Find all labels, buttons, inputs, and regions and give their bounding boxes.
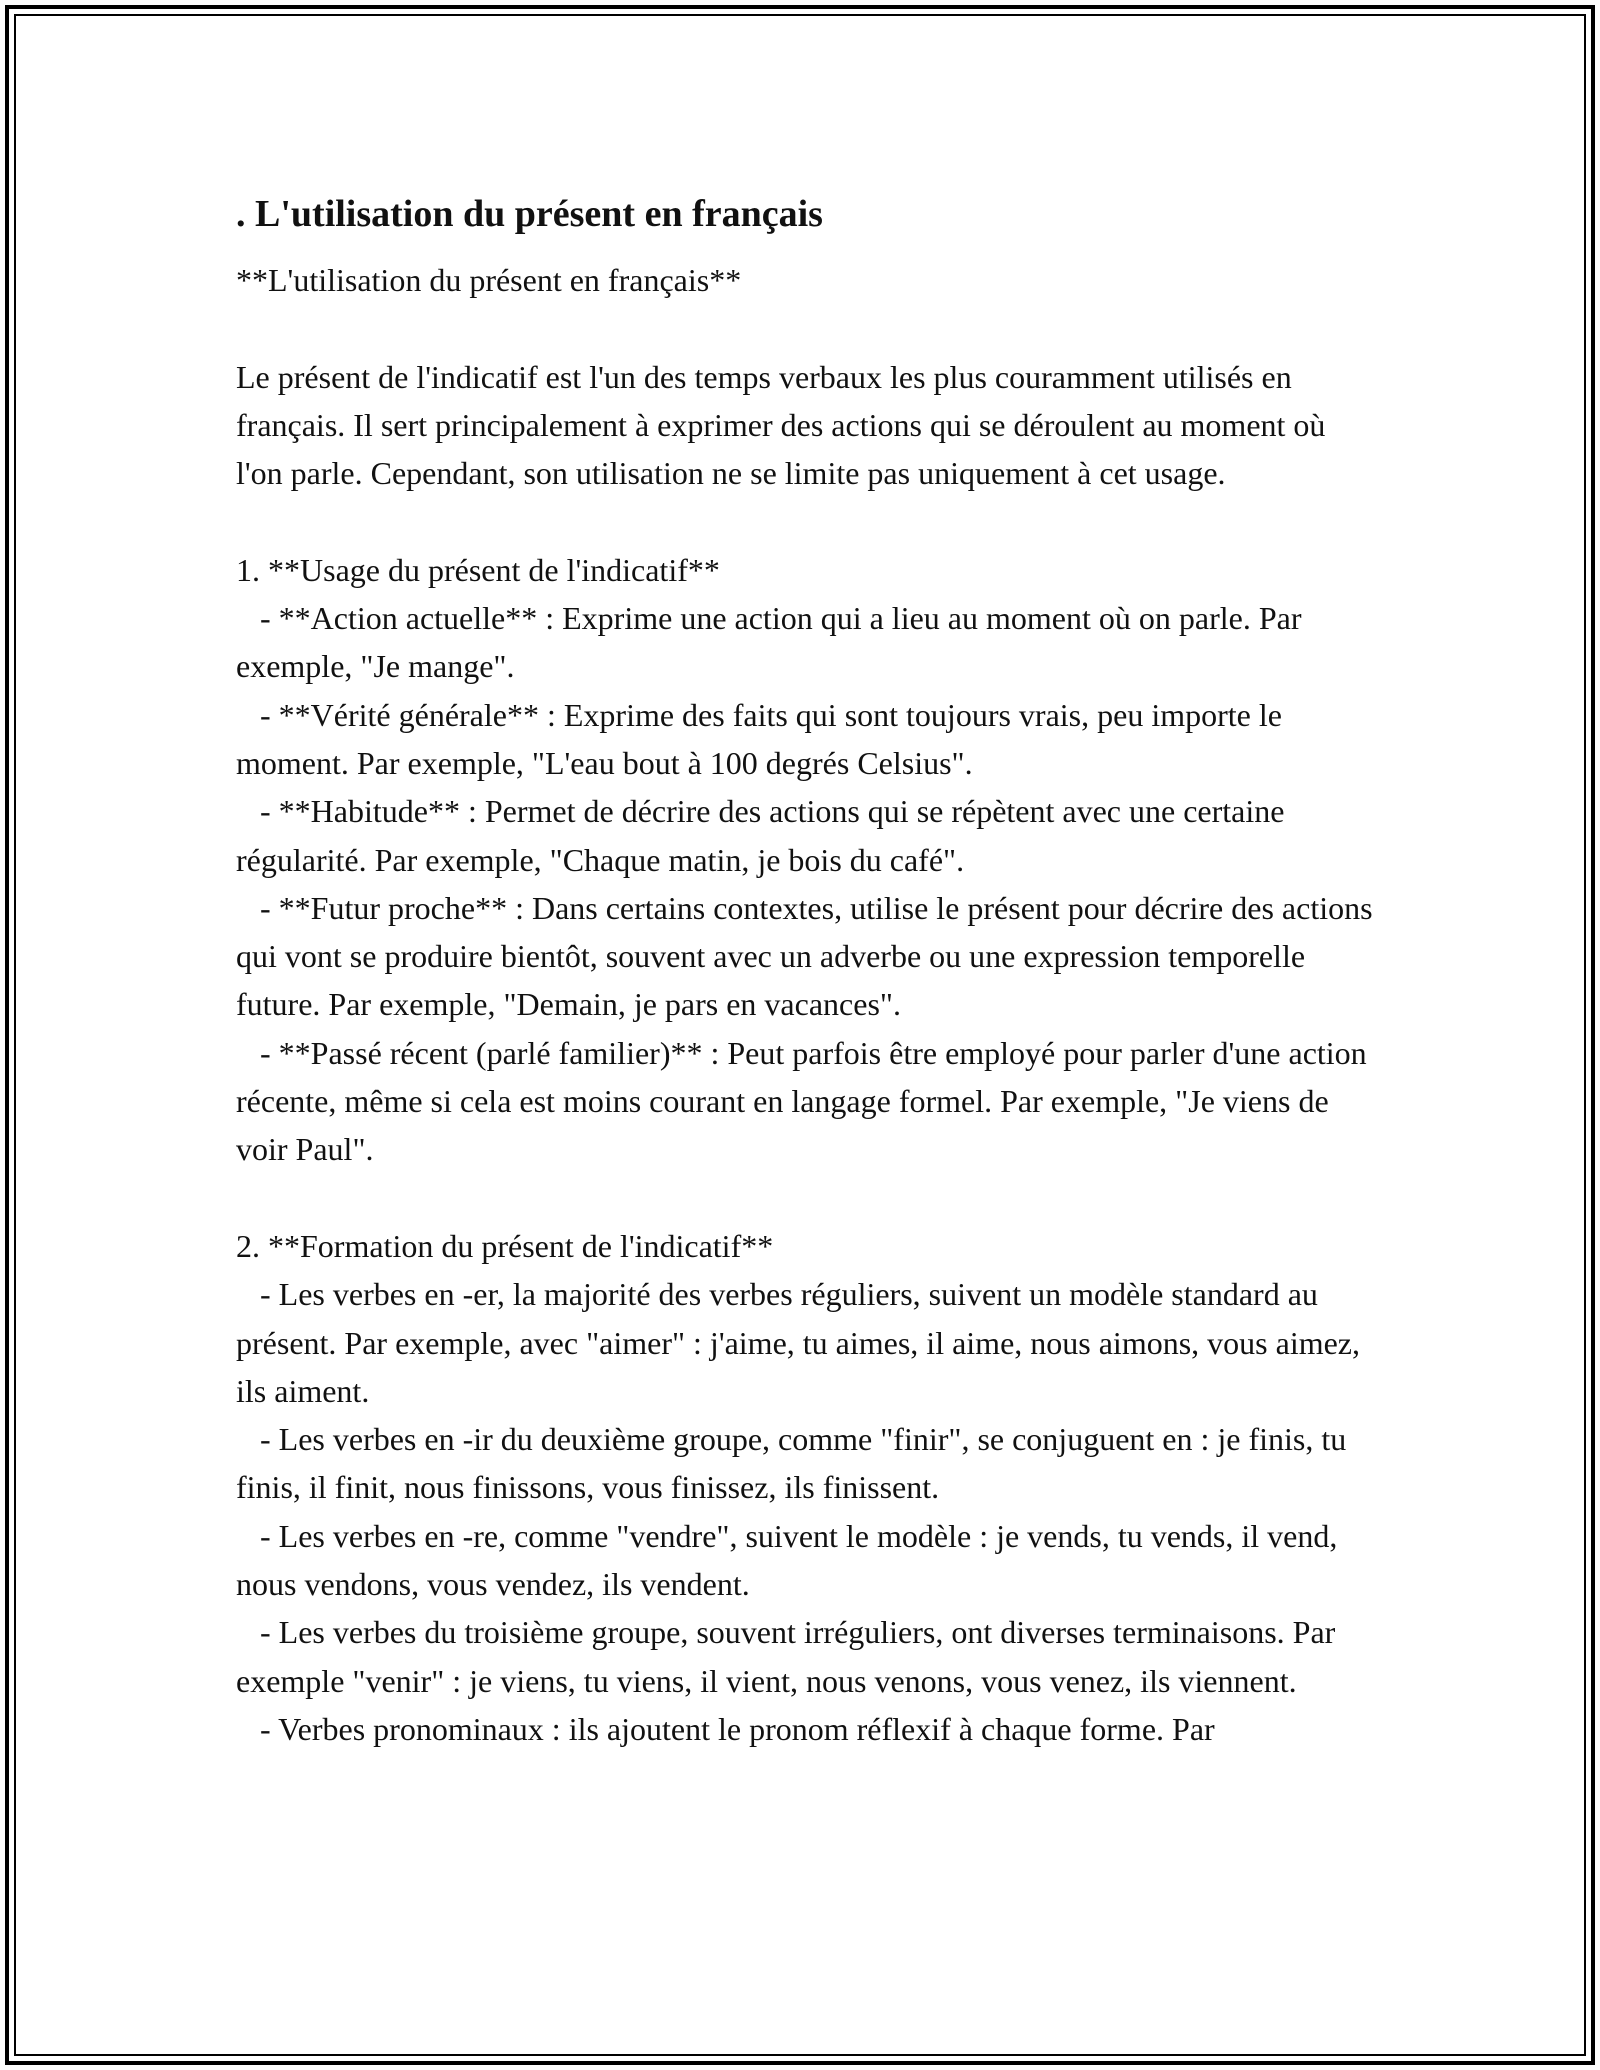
paragraph: - Les verbes en -re, comme "vendre", suivent le modèle : je vends, tu vends, il vend, nous vendons, vous vendez, ils vendent. bbox=[236, 1517, 1346, 1603]
paragraph: **L'utilisation du présent en français** bbox=[236, 262, 742, 298]
paragraph-gap bbox=[236, 1174, 1376, 1222]
paragraph: 1. **Usage du présent de l'indicatif** bbox=[236, 551, 720, 588]
paragraph: Le présent de l'indicatif est l'un des temps verbaux les plus couramment utilisés en français. Il sert principalement à exprimer des actions qui se déroulent au moment où l'on parle. Cependant, son utilisation ne se limite pas uniquement à cet usage. bbox=[236, 358, 1334, 492]
paragraph-gap bbox=[236, 497, 1376, 545]
paragraph: - Les verbes du troisième groupe, souvent irréguliers, ont diverses terminaisons. Par exemple "venir" : je viens, tu viens, il vient, nous venons, vous venez, ils viennent. bbox=[236, 1614, 1344, 1699]
paragraph: - Verbes pronominaux : ils ajoutent le pronom réflexif à chaque forme. Par bbox=[236, 1710, 1215, 1747]
paragraph: - **Vérité générale** : Exprime des faits qui sont toujours vrais, peu importe le moment. Par exemple, "L'eau bout à 100 degrés Celsius". bbox=[236, 696, 1290, 781]
paragraph: - Les verbes en -er, la majorité des verbes réguliers, suivent un modèle standard au présent. Par exemple, avec "aimer" : j'aime, tu aimes, il aime, nous aimons, vous aimez, ils aiment. bbox=[236, 1276, 1368, 1409]
paragraph: - **Passé récent (parlé familier)** : Peut parfois être employé pour parler d'une action récente, même si cela est moins courant en langage formel. Par exemple, "Je viens de voir Paul". bbox=[236, 1034, 1375, 1168]
paragraph: - **Futur proche** : Dans certains contextes, utilise le présent pour décrire des actions qui vont se produire bientôt, souvent avec un adverbe ou une expression temporelle future. Par exemple, "Demain, je pars en vacances". bbox=[236, 889, 1381, 1023]
document-title: . L'utilisation du présent en français bbox=[236, 193, 823, 235]
paragraph-gap bbox=[236, 304, 1376, 352]
paragraph: - **Habitude** : Permet de décrire des actions qui se répètent avec une certaine régularité. Par exemple, "Chaque matin, je bois du café". bbox=[236, 793, 1293, 878]
document-body bbox=[236, 186, 1381, 1753]
paragraph: - **Action actuelle** : Exprime une action qui a lieu au moment où on parle. Par exemple, "Je mange". bbox=[236, 600, 1310, 685]
paragraph: - Les verbes en -ir du deuxième groupe, comme "finir", se conjuguent en : je finis, tu finis, il finit, nous finissons, vous finissez, ils finissent. bbox=[236, 1421, 1355, 1506]
paragraph: 2. **Formation du présent de l'indicatif** bbox=[236, 1227, 774, 1264]
paragraph-list bbox=[236, 256, 1381, 1753]
